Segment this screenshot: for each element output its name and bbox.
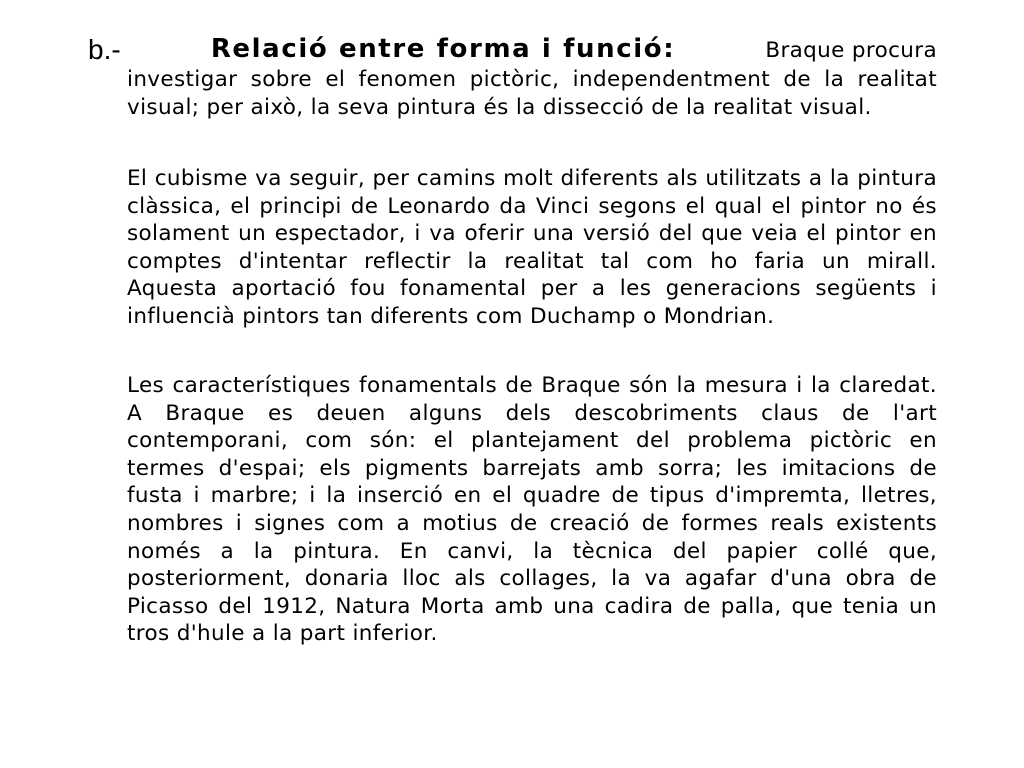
section-marker: b.- [88,34,121,65]
section-title-colon: : [663,34,676,64]
intro-paragraph: investigar sobre el fenomen pictòric, independentment de la realitat visual; per això, la seva pintura és la dissecció de la realitat visual. [127,67,937,120]
intro-first-line: Braque procura [765,38,937,63]
section-title [211,31,675,67]
section-title-text: Relació entre forma i funció [210,34,664,64]
paragraph-braque-characteristics: Les característiques fonamentals de Braque són la mesura i la claredat. A Braque es deuen alguns dels descobriments claus de l'art contemporani, com són: el plantejament del problema pictòric en termes d'espai; els pigments barrejats amb sorra; les imitacions de fusta i marbre; i la inserció en el quadre de tipus d'impremta, lletres, nombres i signes com a motius de creació de formes reals existents només a la pintura. En canvi, la tècnica del papier collé que, posteriorment, donaria lloc als collages, la va agafar d'una obra de Picasso del 1912, Natura Morta amb una cadira de palla, que tenia un tros d'hule a la part inferior. [127,373,937,647]
paragraph-cubism: El cubisme va seguir, per camins molt diferents als utilitzats a la pintura clàssica, el principi de Leonardo da Vinci segons el qual el pintor no és solament un espectador, i va oferir una versió del que veia el pintor en comptes d'intentar reflectir la realitat tal com ho faria un mirall. Aquesta aportació fou fonamental per a les generacions següents i influencià pintors tan diferents com Duchamp o Mondrian. [127,166,937,329]
section-heading-line [88,30,937,69]
